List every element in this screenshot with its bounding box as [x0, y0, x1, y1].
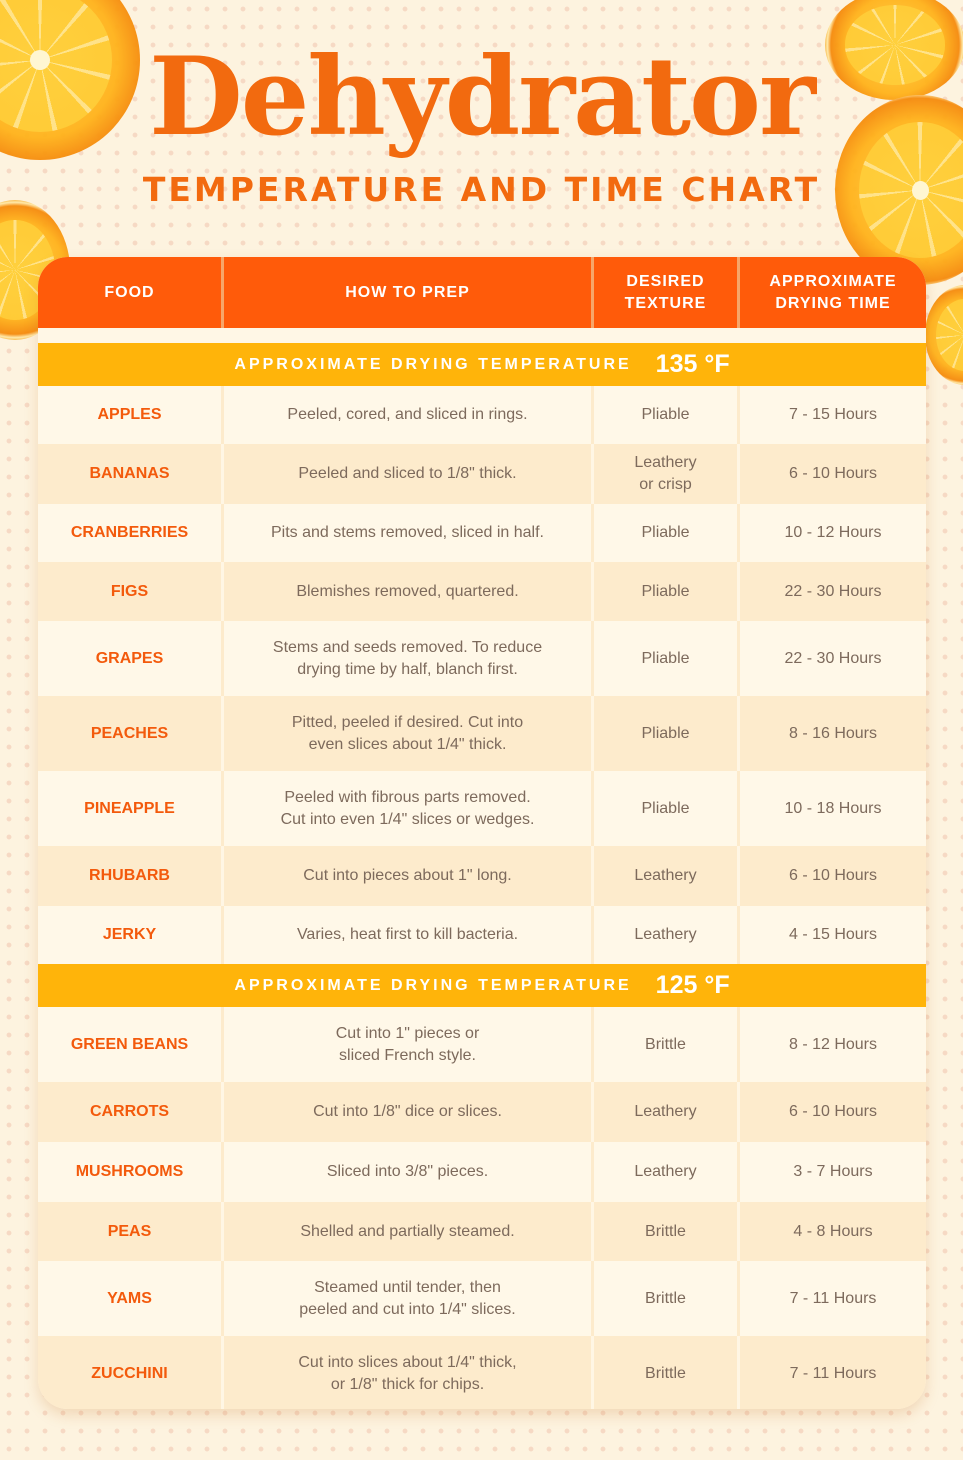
prep-cell: Steamed until tender, then peeled and cut into 1/4" slices.	[224, 1261, 594, 1336]
page-subtitle: TEMPERATURE AND TIME CHART	[142, 170, 821, 209]
texture-cell: Pliable	[594, 386, 740, 444]
texture-cell: Leathery	[594, 846, 740, 906]
prep-cell: Sliced into 3/8" pieces.	[224, 1142, 594, 1202]
column-header-time	[740, 257, 926, 328]
table-row	[38, 1082, 926, 1142]
texture-cell: Leathery	[594, 1082, 740, 1142]
food-cell: APPLES	[38, 386, 224, 444]
time-cell: 22 - 30 Hours	[784, 649, 882, 667]
food-cell: PINEAPPLE	[38, 771, 224, 846]
time-cell: 4 - 8 Hours	[793, 1222, 873, 1240]
time-cell: 10 - 12 Hours	[784, 524, 882, 541]
time-cell: 7 - 15 Hours	[788, 406, 878, 423]
table-row	[38, 1336, 926, 1409]
time-cell: 6 - 10 Hours	[788, 465, 878, 482]
time-cell: 22 - 30 Hours	[784, 582, 882, 600]
table-row	[38, 696, 926, 771]
prep-cell: Peeled with fibrous parts removed. Cut into even 1/4" slices or wedges.	[224, 771, 594, 846]
prep-cell: Blemishes removed, quartered.	[224, 562, 594, 621]
column-header-texture-line2: TEXTURE	[624, 294, 707, 312]
column-header-prep: HOW TO PREP	[224, 257, 594, 328]
food-cell: BANANAS	[38, 444, 224, 504]
prep-cell: Cut into 1" pieces or sliced French style.	[224, 1007, 594, 1082]
time-cell: 6 - 10 Hours	[788, 1103, 878, 1120]
food-cell: FIGS	[38, 562, 224, 621]
column-header-time-line2: DRYING TIME	[775, 294, 891, 312]
food-cell: GREEN BEANS	[38, 1007, 224, 1082]
prep-cell: Pitted, peeled if desired. Cut into even slices about 1/4" thick.	[224, 696, 594, 771]
temperature-value: 135 °F	[655, 350, 730, 378]
table-row	[38, 562, 926, 621]
table-row	[38, 1142, 926, 1202]
food-cell: GRAPES	[38, 621, 224, 696]
prep-cell: Cut into 1/8" dice or slices.	[224, 1082, 594, 1142]
prep-cell: Pits and stems removed, sliced in half.	[224, 504, 594, 562]
time-cell: 8 - 16 Hours	[788, 724, 878, 742]
time-cell: 7 - 11 Hours	[789, 1364, 877, 1382]
page-title: Dehydrator	[149, 34, 814, 160]
texture-cell: Leathery or crisp	[594, 444, 740, 504]
food-cell: RHUBARB	[38, 846, 224, 906]
chart-card	[38, 257, 926, 1409]
prep-cell: Cut into pieces about 1" long.	[224, 846, 594, 906]
table-row	[38, 1202, 926, 1261]
texture-cell: Leathery	[594, 1142, 740, 1202]
time-cell: 7 - 11 Hours	[789, 1289, 877, 1307]
texture-cell: Brittle	[594, 1261, 740, 1336]
table-row	[38, 906, 926, 964]
prep-cell: Shelled and partially steamed.	[224, 1202, 594, 1261]
prep-cell: Stems and seeds removed. To reduce drying time by half, blanch first.	[224, 621, 594, 696]
table-row	[38, 1261, 926, 1336]
prep-cell: Cut into slices about 1/4" thick, or 1/8" thick for chips.	[224, 1336, 594, 1409]
texture-cell: Pliable	[594, 621, 740, 696]
prep-cell: Peeled, cored, and sliced in rings.	[224, 386, 594, 444]
temperature-band	[38, 964, 926, 1007]
food-cell: CRANBERRIES	[38, 504, 224, 562]
temperature-band-label: APPROXIMATE DRYING TEMPERATURE	[234, 355, 632, 373]
food-cell: CARROTS	[38, 1082, 224, 1142]
table-row	[38, 771, 926, 846]
texture-cell: Pliable	[594, 504, 740, 562]
texture-cell: Brittle	[594, 1007, 740, 1082]
temperature-band-label: APPROXIMATE DRYING TEMPERATURE	[234, 976, 632, 994]
table-row	[38, 846, 926, 906]
temperature-band	[38, 343, 926, 386]
time-cell: 3 - 7 Hours	[793, 1163, 873, 1180]
texture-cell: Brittle	[594, 1336, 740, 1409]
texture-cell: Leathery	[594, 906, 740, 964]
texture-cell: Pliable	[594, 771, 740, 846]
time-cell: 4 - 15 Hours	[788, 926, 878, 943]
food-cell: PEACHES	[38, 696, 224, 771]
food-cell: JERKY	[38, 906, 224, 964]
table-row	[38, 621, 926, 696]
food-cell: PEAS	[38, 1202, 224, 1261]
texture-cell: Brittle	[594, 1202, 740, 1261]
temperature-value: 125 °F	[655, 971, 730, 999]
table-header	[38, 257, 926, 328]
prep-cell: Peeled and sliced to 1/8" thick.	[224, 444, 594, 504]
table-row	[38, 504, 926, 562]
orange-slice-right-lower	[925, 285, 963, 385]
table-row	[38, 386, 926, 444]
texture-cell: Pliable	[594, 696, 740, 771]
food-cell: MUSHROOMS	[38, 1142, 224, 1202]
table-row	[38, 444, 926, 504]
column-header-texture	[594, 257, 740, 328]
prep-cell: Varies, heat first to kill bacteria.	[224, 906, 594, 964]
food-cell: ZUCCHINI	[38, 1336, 224, 1409]
food-cell: YAMS	[38, 1261, 224, 1336]
column-header-texture-line1: DESIRED	[626, 272, 705, 290]
column-header-time-line1: APPROXIMATE	[769, 272, 897, 290]
table-row	[38, 1007, 926, 1082]
time-cell: 10 - 18 Hours	[784, 799, 882, 817]
time-cell: 8 - 12 Hours	[788, 1035, 878, 1053]
column-header-food: FOOD	[38, 257, 224, 328]
texture-cell: Pliable	[594, 562, 740, 621]
time-cell: 6 - 10 Hours	[788, 867, 878, 884]
